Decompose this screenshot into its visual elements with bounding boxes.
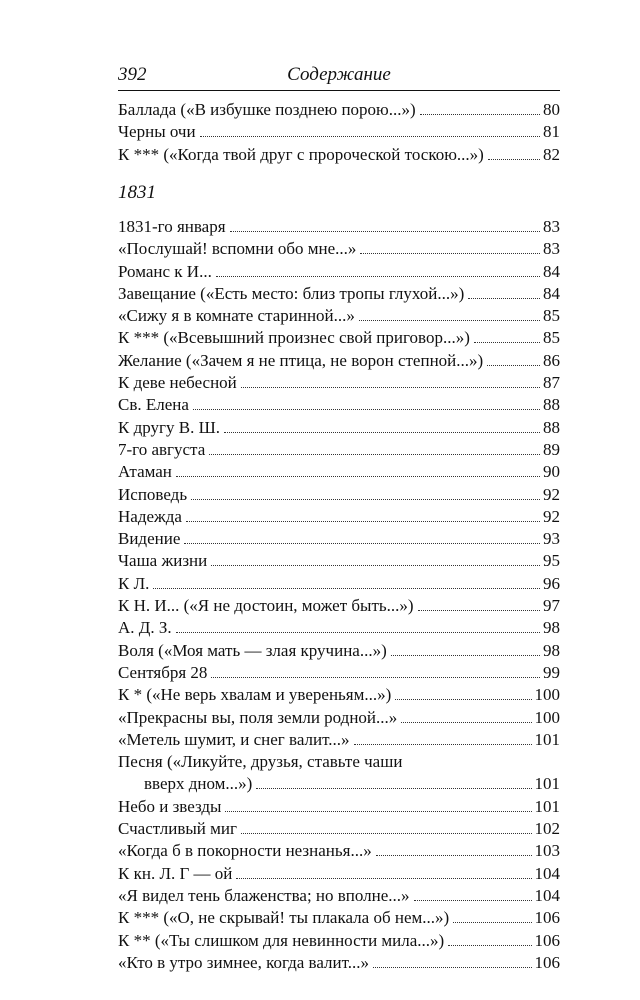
year-heading: 1831 bbox=[118, 182, 156, 203]
toc-entry-page: 101 bbox=[534, 774, 560, 794]
toc-entry-title: Желание («Зачем я не птица, не ворон степной...») bbox=[118, 350, 484, 370]
toc-entry-page: 102 bbox=[534, 819, 560, 839]
toc-entry bbox=[118, 751, 560, 773]
toc-entry bbox=[118, 238, 560, 260]
toc-entry-title: Сентября 28 bbox=[118, 662, 208, 682]
toc-entry bbox=[118, 121, 560, 143]
dot-leader bbox=[256, 787, 531, 789]
toc-entry bbox=[118, 729, 560, 751]
toc-entry-title: «Послушай! вспомни обо мне...» bbox=[118, 239, 357, 259]
header-rule bbox=[118, 90, 560, 91]
dot-leader bbox=[241, 386, 540, 388]
dot-leader bbox=[420, 113, 540, 115]
toc-entry bbox=[118, 261, 560, 283]
toc-entry-page: 87 bbox=[543, 373, 560, 393]
toc-entry-page: 97 bbox=[543, 596, 560, 616]
dot-leader bbox=[225, 810, 531, 812]
toc-entry-title: К Н. И... («Я не достоин, может быть...») bbox=[118, 596, 414, 616]
dot-leader bbox=[360, 252, 540, 254]
dot-leader bbox=[376, 854, 532, 856]
dot-leader bbox=[176, 475, 540, 477]
toc-section-1831 bbox=[118, 216, 560, 974]
dot-leader bbox=[474, 341, 540, 343]
toc-entry bbox=[118, 528, 560, 550]
toc-entry bbox=[118, 773, 560, 795]
toc-entry bbox=[118, 283, 560, 305]
dot-leader bbox=[186, 520, 540, 522]
toc-entry-page: 101 bbox=[534, 729, 560, 749]
toc-entry bbox=[118, 484, 560, 506]
toc-entry bbox=[118, 506, 560, 528]
toc-entry-title: Воля («Моя мать — злая кручина...») bbox=[118, 640, 387, 660]
toc-entry-page: 82 bbox=[543, 144, 560, 164]
dot-leader bbox=[241, 832, 532, 834]
toc-entry bbox=[118, 439, 560, 461]
page-number: 392 bbox=[118, 64, 147, 85]
toc-entry-title: К *** («Всевышний произнес свой приговор...») bbox=[118, 328, 470, 348]
dot-leader bbox=[359, 319, 540, 321]
toc-entry bbox=[118, 99, 560, 121]
toc-entry-title: «Сижу я в комнате старинной...» bbox=[118, 306, 355, 326]
toc-entry-page: 88 bbox=[543, 417, 560, 437]
dot-leader bbox=[448, 944, 531, 946]
toc-entry-page: 106 bbox=[534, 952, 560, 972]
toc-entry-title: К Л. bbox=[118, 573, 150, 593]
toc-entry-title: Небо и звезды bbox=[118, 796, 222, 816]
toc-entry bbox=[118, 573, 560, 595]
toc-entry bbox=[118, 417, 560, 439]
dot-leader bbox=[184, 542, 540, 544]
dot-leader bbox=[193, 408, 540, 410]
toc-entry-page: 104 bbox=[534, 863, 560, 883]
toc-entry-page: 84 bbox=[543, 261, 560, 281]
toc-entry-page: 96 bbox=[543, 573, 560, 593]
toc-entry bbox=[118, 707, 560, 729]
toc-entry-title: вверх дном...») bbox=[144, 774, 253, 794]
toc-entry bbox=[118, 595, 560, 617]
toc-entry bbox=[118, 617, 560, 639]
toc-entry-page: 104 bbox=[534, 885, 560, 905]
toc-entry-page: 84 bbox=[543, 283, 560, 303]
toc-entry-title: «Метель шумит, и снег валит...» bbox=[118, 729, 350, 749]
toc-entry-page: 92 bbox=[543, 484, 560, 504]
toc-entry bbox=[118, 662, 560, 684]
toc-entry-title: «Прекрасны вы, поля земли родной...» bbox=[118, 707, 398, 727]
toc-entry-page: 100 bbox=[534, 685, 560, 705]
toc-entry bbox=[118, 818, 560, 840]
dot-leader bbox=[209, 453, 540, 455]
toc-entry-title: Чаша жизни bbox=[118, 551, 208, 571]
toc-entry-title: «Кто в утро зимнее, когда валит...» bbox=[118, 952, 370, 972]
toc-entry-title: К другу В. Ш. bbox=[118, 417, 220, 437]
dot-leader bbox=[418, 609, 540, 611]
toc-entry bbox=[118, 684, 560, 706]
toc-entry-title: «Я видел тень блаженства; но вполне...» bbox=[118, 885, 410, 905]
toc-entry-page: 103 bbox=[534, 841, 560, 861]
dot-leader bbox=[211, 564, 540, 566]
toc-entry-page: 88 bbox=[543, 395, 560, 415]
toc-entry bbox=[118, 305, 560, 327]
toc-entry-title: 1831-го января bbox=[118, 217, 226, 236]
toc-entry-page: 98 bbox=[543, 640, 560, 660]
toc-entry bbox=[118, 640, 560, 662]
toc-entry bbox=[118, 796, 560, 818]
toc-entry-title: Черны очи bbox=[118, 122, 196, 142]
dot-leader bbox=[354, 743, 532, 745]
dot-leader bbox=[488, 158, 540, 160]
toc-entry-page: 106 bbox=[534, 908, 560, 928]
toc-entry-page: 101 bbox=[534, 796, 560, 816]
toc-section-1830 bbox=[118, 99, 560, 166]
dot-leader bbox=[200, 135, 540, 137]
dot-leader bbox=[236, 877, 531, 879]
toc-entry-page: 83 bbox=[543, 239, 560, 259]
toc-entry bbox=[118, 907, 560, 929]
toc-entry bbox=[118, 952, 560, 974]
toc-entry-title: К *** («О, не скрывай! ты плакала об нем...») bbox=[118, 908, 450, 928]
toc-entry-page: 106 bbox=[534, 930, 560, 950]
dot-leader bbox=[395, 698, 531, 700]
dot-leader bbox=[191, 498, 540, 500]
toc-entry bbox=[118, 550, 560, 572]
toc-entry-title: Романс к И... bbox=[118, 261, 212, 281]
dot-leader bbox=[230, 230, 540, 232]
toc-entry-title: Видение bbox=[118, 529, 181, 549]
toc-entry bbox=[118, 840, 560, 862]
toc-entry bbox=[118, 216, 560, 238]
toc-entry-page: 92 bbox=[543, 506, 560, 526]
toc-entry-title: К *** («Когда твой друг с пророческой тоскою...») bbox=[118, 144, 484, 164]
toc-entry-title: Завещание («Есть место: близ тропы глухой...») bbox=[118, 283, 465, 303]
dot-leader bbox=[401, 721, 531, 723]
page-header bbox=[118, 62, 560, 90]
toc-entry-page: 80 bbox=[543, 100, 560, 119]
dot-leader bbox=[216, 275, 540, 277]
dot-leader bbox=[468, 297, 540, 299]
running-title: Содержание bbox=[287, 64, 391, 85]
toc-entry-page: 85 bbox=[543, 306, 560, 326]
toc-entry-title: К кн. Л. Г — ой bbox=[118, 863, 233, 883]
toc-entry-page: 95 bbox=[543, 551, 560, 571]
dot-leader bbox=[211, 676, 540, 678]
toc-entry-title: Песня («Ликуйте, друзья, ставьте чаши bbox=[118, 752, 403, 772]
toc-entry-title: Баллада («В избушке позднею порою...») bbox=[118, 100, 416, 119]
dot-leader bbox=[224, 431, 540, 433]
toc-entry bbox=[118, 863, 560, 885]
toc-entry bbox=[118, 144, 560, 166]
toc-entry-title: 7-го августа bbox=[118, 439, 206, 459]
dot-leader bbox=[373, 966, 531, 968]
toc-entry-page: 83 bbox=[543, 217, 560, 236]
toc-entry-title: Св. Елена bbox=[118, 395, 189, 415]
toc-entry-title: Исповедь bbox=[118, 484, 188, 504]
dot-leader bbox=[153, 587, 540, 589]
toc-entry-page: 86 bbox=[543, 350, 560, 370]
toc-entry-title: Счастливый миг bbox=[118, 819, 237, 839]
toc-entry-page: 99 bbox=[543, 662, 560, 682]
toc-entry-title: «Когда б в покорности незнанья...» bbox=[118, 841, 372, 861]
toc-entry-title: А. Д. З. bbox=[118, 618, 172, 638]
toc-entry-title: К * («Не верь хвалам и увереньям...») bbox=[118, 685, 392, 705]
toc-entry-page: 93 bbox=[543, 529, 560, 549]
toc-entry-page: 100 bbox=[534, 707, 560, 727]
toc-entry bbox=[118, 394, 560, 416]
toc-entry-page: 81 bbox=[543, 122, 560, 142]
dot-leader bbox=[176, 631, 540, 633]
dot-leader bbox=[453, 921, 531, 923]
toc-entry bbox=[118, 461, 560, 483]
toc-entry-title: К деве небесной bbox=[118, 373, 237, 393]
toc-entry-title: К ** («Ты слишком для невинности мила...») bbox=[118, 930, 445, 950]
toc-entry-page: 85 bbox=[543, 328, 560, 348]
toc-entry-title: Атаман bbox=[118, 462, 172, 482]
toc-entry-page: 90 bbox=[543, 462, 560, 482]
dot-leader bbox=[487, 364, 540, 366]
toc-entry-page: 98 bbox=[543, 618, 560, 638]
dot-leader bbox=[391, 654, 540, 656]
toc-entry bbox=[118, 885, 560, 907]
dot-leader bbox=[414, 899, 532, 901]
toc-entry-page: 89 bbox=[543, 439, 560, 459]
toc-entry bbox=[118, 327, 560, 349]
toc-entry bbox=[118, 930, 560, 952]
toc-entry bbox=[118, 350, 560, 372]
toc-entry-title: Надежда bbox=[118, 506, 182, 526]
toc-entry bbox=[118, 372, 560, 394]
